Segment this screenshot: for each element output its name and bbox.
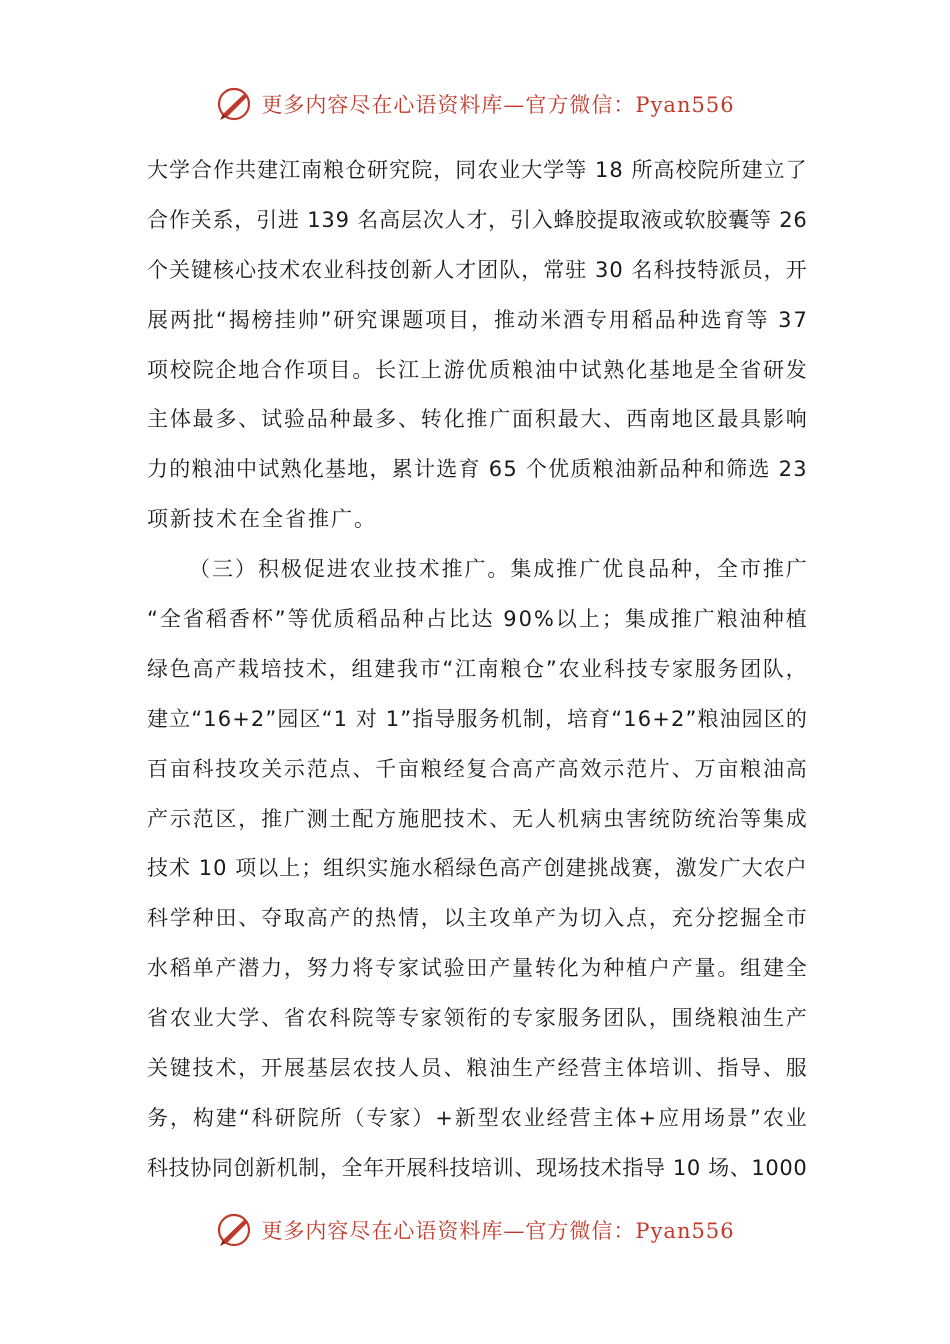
pen-logo-icon: [215, 1210, 255, 1250]
text-line: 务 ， 构 建 “ 科 研 院 所 （ 专 家 ） + 新 型 农 业 经 营 主 体 + 应 用 场 景 ” 农 业: [147, 1105, 807, 1130]
watermark-text: 更多内容尽在心语资料库—官方微信：Pyan556: [261, 93, 735, 117]
text-line: “ 全 省 稻 香 杯 ” 等 优 质 稻 品 种 占 比 达 9 0 % 以 上 ； 集 成 推 广 粮 油 种 植: [147, 607, 807, 632]
text-line: 项 校 院 企 地 合 作 项 目 。 长 江 上 游 优 质 粮 油 中 试 熟 化 基 地 是 全 省 研 发: [147, 357, 807, 382]
text-line: 产 示 范 区 ， 推 广 测 土 配 方 施 肥 技 术 、 无 人 机 病 虫 害 统 防 统 治 等 集 成: [147, 806, 807, 831]
footer-watermark: [0, 1210, 950, 1250]
text-line: 绿 色 高 产 栽 培 技 术 ， 组 建 我 市 “ 江 南 粮 仓 ” 农 业 科 技 专 家 服 务 团 队 ，: [147, 656, 807, 681]
text-line: 合 作 关 系 ， 引 进 1 3 9 名 高 层 次 人 才 ， 引 入 蜂 胶 提 取 液 或 软 胶 囊 等 2 6: [147, 207, 807, 232]
text-line: 个 关 键 核 心 技 术 农 业 科 技 创 新 人 才 团 队 ， 常 驻 3 0 名 科 技 特 派 员 ， 开: [147, 257, 807, 282]
text-line: 水 稻 单 产 潜 力 ， 努 力 将 专 家 试 验 田 产 量 转 化 为 种 植 户 产 量 。 组 建 全: [147, 956, 807, 981]
text-line: 力 的 粮 油 中 试 熟 化 基 地 ， 累 计 选 育 6 5 个 优 质 粮 油 新 品 种 和 筛 选 2 3: [147, 457, 807, 482]
pen-logo-icon: [215, 84, 255, 124]
watermark-text: 更多内容尽在心语资料库—官方微信：Pyan556: [261, 1219, 735, 1243]
text-line: 科 学 种 田 、 夺 取 高 产 的 热 情 ， 以 主 攻 单 产 为 切 入 点 ， 充 分 挖 掘 全 市: [147, 906, 807, 931]
text-line: 科 技 协 同 创 新 机 制 ， 全 年 开 展 科 技 培 训 、 现 场 技 术 指 导 1 0 场 、 1 0 0 0: [147, 1155, 807, 1180]
text-line: 项新技术在全省推广。: [147, 507, 377, 532]
text-line: 建 立 “ 1 6 + 2 ” 园 区 “ 1 对 1 ” 指 导 服 务 机 制 ， 培 育 “ 1 6 + 2 ” 粮 油 园 区 的: [147, 706, 807, 731]
section-heading-line: （ 三 ） 积 极 促 进 农 业 技 术 推 广 。 集 成 推 广 优 良 品 种 ， 全 市 推 广: [189, 557, 807, 582]
text-line: 关 键 技 术 ， 开 展 基 层 农 技 人 员 、 粮 油 生 产 经 营 主 体 培 训 、 指 导 、 服: [147, 1056, 807, 1081]
text-line: 技 术 1 0 项 以 上 ； 组 织 实 施 水 稻 绿 色 高 产 创 建 挑 战 赛 ， 激 发 广 大 农 户: [147, 856, 807, 881]
text-line: 省 农 业 大 学 、 省 农 科 院 等 专 家 领 衔 的 专 家 服 务 团 队 ， 围 绕 粮 油 生 产: [147, 1006, 807, 1031]
header-watermark: [0, 84, 950, 124]
text-line: 大 学 合 作 共 建 江 南 粮 仓 研 究 院 ， 同 农 业 大 学 等 1 8 所 高 校 院 所 建 立 了: [147, 158, 807, 182]
document-body: [147, 146, 807, 1194]
text-line: 展 两 批 “ 揭 榜 挂 帅 ” 研 究 课 题 项 目 ， 推 动 米 酒 专 用 稻 品 种 选 育 等 3 7: [147, 307, 807, 332]
text-line: 百 亩 科 技 攻 关 示 范 点 、 千 亩 粮 经 复 合 高 产 高 效 示 范 片 、 万 亩 粮 油 高: [147, 756, 807, 781]
text-line: 主 体 最 多 、 试 验 品 种 最 多 、 转 化 推 广 面 积 最 大 、 西 南 地 区 最 具 影 响: [147, 407, 807, 432]
